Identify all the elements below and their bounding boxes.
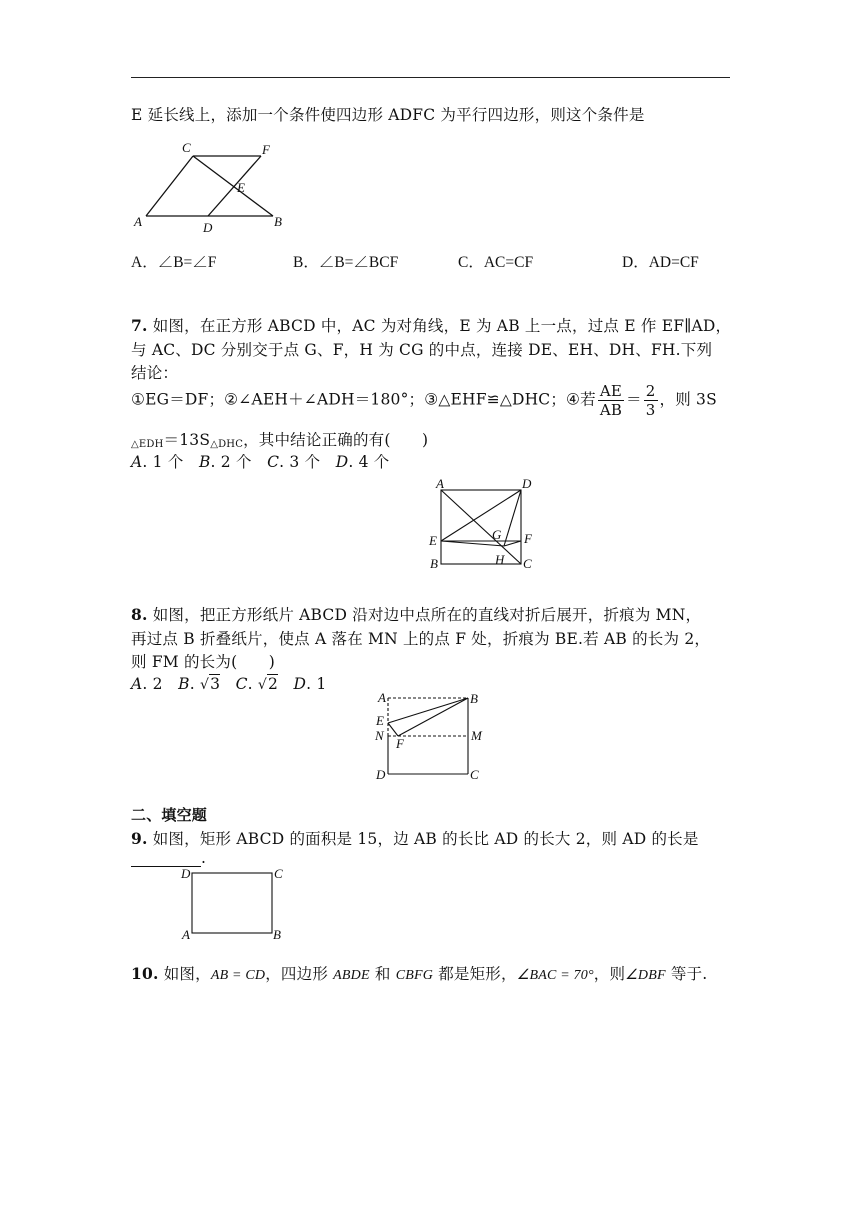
q8-label-f: F — [396, 736, 404, 751]
q8-label-n: N — [375, 728, 384, 743]
q7-line5 — [131, 428, 428, 450]
q9-line1 — [131, 827, 699, 849]
q8-number: 8. — [131, 605, 148, 624]
q8-text1: 如图，把正方形纸片 ABCD 沿对边中点所在的直线对折后展开，折痕为 MN， — [152, 606, 702, 624]
q7-label-h: H — [495, 552, 505, 567]
q6-option-a[interactable]: A．∠B=∠F — [131, 254, 217, 271]
q7-label-f: F — [524, 531, 532, 546]
q8-label-e: E — [376, 713, 384, 728]
q7-line2: 与 AC、DC 分别交于点 G、F，H 为 CG 的中点，连接 DE、EH、DH、FH.下列 — [131, 341, 713, 359]
q10-expr-angle: ∠BAC = 70° — [516, 968, 594, 983]
q8-options — [131, 674, 326, 693]
q9-label-a: A — [182, 927, 190, 942]
q7-option-d[interactable]: D. 4 个 — [335, 453, 390, 471]
q7-line4 — [131, 382, 717, 419]
q6-option-c[interactable]: C．AC=CF — [458, 254, 534, 271]
q8-figure — [370, 688, 495, 784]
q6-label-b: B — [274, 214, 282, 229]
q6-label-e: E — [237, 180, 245, 195]
q7-frac-den: AB — [599, 401, 623, 419]
q8-label-m: M — [471, 728, 482, 743]
q7-label-e: E — [429, 533, 437, 548]
q7-sub-edh: △EDH — [131, 439, 164, 450]
q8-option-a[interactable]: A. 2 — [131, 675, 163, 693]
q6-figure — [128, 136, 288, 236]
q8-option-d[interactable]: D. 1 — [293, 675, 327, 693]
q9-label-b: B — [273, 927, 281, 942]
q9-figure — [175, 862, 290, 942]
q7-label-d: D — [522, 476, 532, 491]
q7-question: ，其中结论正确的有( ) — [243, 431, 429, 449]
q7-frac2-den: 3 — [645, 401, 656, 419]
q9-text1: 如图，矩形 ABCD 的面积是 15，边 AB 的长比 AD 的长大 2，则 AD 的长是 — [152, 830, 699, 848]
q7-label-b: B — [430, 556, 438, 571]
q10-expr-ab-cd: AB = CD — [210, 968, 266, 983]
q7-figure — [425, 476, 540, 574]
q6-option-b[interactable]: B．∠B=∠BCF — [293, 254, 399, 271]
q7-option-a[interactable]: A. 1 个 — [131, 453, 184, 471]
header-rule — [131, 77, 730, 78]
q10-number: 10. — [131, 964, 159, 983]
q7-fraction-2-3 — [644, 382, 658, 419]
q7-sub-dhc: △DHC — [210, 439, 244, 450]
q6-option-d[interactable]: D．AD=CF — [622, 254, 699, 271]
q7-label-a: A — [436, 476, 444, 491]
q7-line4-post: ，则 3S — [659, 390, 717, 409]
q7-frac2-num: 2 — [645, 382, 656, 400]
q6-label-a: A — [134, 214, 142, 229]
q7-option-b[interactable]: B. 2 个 — [198, 453, 252, 471]
q7-eq: ＝ — [626, 390, 642, 409]
q9-label-d: D — [181, 866, 191, 881]
q7-conclusions: ①EG＝DF；②∠AEH＋∠ADH＝180°；③△EHF≌△DHC；④若 — [131, 390, 596, 409]
q7-mid: ＝13S — [163, 431, 211, 449]
q6-stem: E 延长线上，添加一个条件使四边形 ADFC 为平行四边形，则这个条件是 — [131, 106, 645, 124]
q9-label-c: C — [274, 866, 283, 881]
q10-cbfg: CBFG — [395, 968, 434, 983]
q7-label-g: G — [492, 527, 502, 542]
q7-option-c[interactable]: C. 3 个 — [267, 453, 321, 471]
q6-label-f: F — [262, 142, 270, 157]
q7-line3: 结论： — [131, 364, 179, 382]
q7-fraction-ae-ab — [598, 382, 624, 419]
q9-number: 9. — [131, 829, 148, 848]
q9-line2: . — [131, 849, 206, 867]
section-title: 二、填空题 — [131, 806, 208, 824]
q10-expr-dbf: ∠DBF — [625, 968, 666, 983]
q8-option-c[interactable]: C. √2 — [235, 675, 279, 693]
q7-number: 7. — [131, 316, 148, 335]
q7-line1 — [131, 314, 731, 336]
q8-label-d: D — [376, 767, 386, 782]
q8-line3: 则 FM 的长为( ) — [131, 653, 275, 671]
q8-label-a: A — [378, 690, 386, 705]
q10-abde: ABDE — [333, 968, 370, 983]
q8-label-c: C — [470, 767, 479, 782]
q8-line1 — [131, 603, 701, 625]
q8-line2: 再过点 B 折叠纸片，使点 A 落在 MN 上的点 F 处，折痕为 BE.若 AB 的长为 2， — [131, 630, 711, 648]
q6-label-c: C — [182, 140, 191, 155]
q7-frac-num: AE — [599, 382, 623, 400]
q10-line: 10. 如图，AB = CD，四边形 ABDE 和 CBFG 都是矩形，∠BAC = 70°，则∠DBF 等于. — [131, 964, 708, 983]
q8-option-b[interactable]: B. √3 — [178, 675, 221, 693]
q6-label-d: D — [203, 220, 213, 235]
q7-options — [131, 450, 390, 472]
q7-label-c: C — [523, 556, 532, 571]
q8-label-b: B — [470, 691, 478, 706]
q7-text1: 如图，在正方形 ABCD 中，AC 为对角线，E 为 AB 上一点，过点 E 作 EF∥AD， — [152, 317, 732, 335]
